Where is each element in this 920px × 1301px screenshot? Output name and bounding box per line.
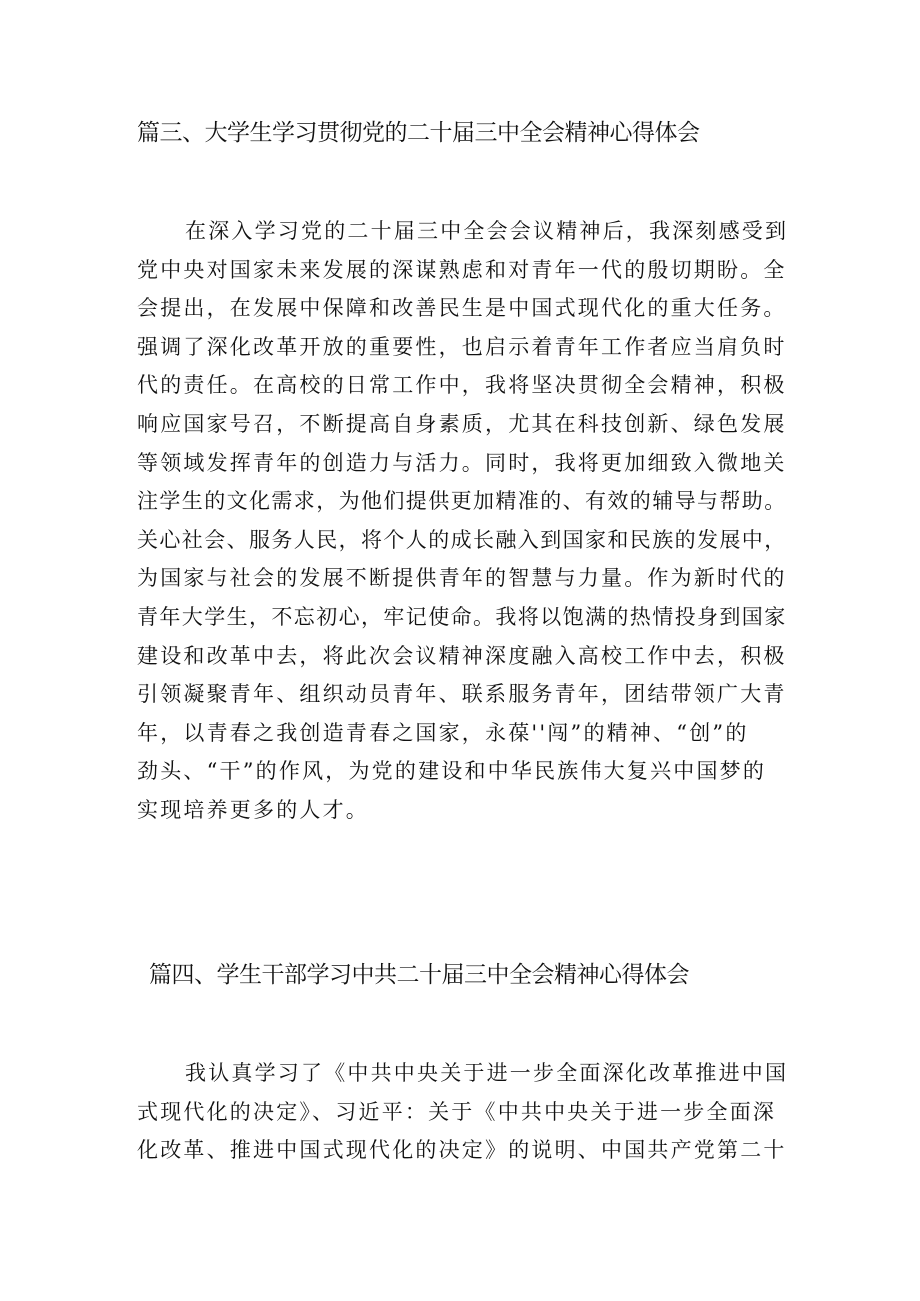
paragraph-line: 我认真学习了《中共中央关于进一步全面深化改革推进中国 [185,1061,789,1085]
paragraph-line: 劲头、“干”的作风，为党的建设和中华民族伟大复兴中国梦的 [137,759,767,784]
section-3-paragraph [137,212,787,830]
paragraph-line: 在深入学习党的二十届三中全会会议精神后，我深刻感受到 [185,219,789,243]
paragraph-line: 会提出，在发展中保障和改善民生是中国式现代化的重大任务。 [137,296,787,321]
paragraph-line: 响应国家号召，不断提高自身素质，尤其在科技创新、绿色发展 [137,411,787,436]
paragraph-line: 强调了深化改革开放的重要性，也启示着青年工作者应当肩负时 [137,334,787,359]
paragraph-line: 年，以青春之我创造青春之国家，永葆''闯”的精神、“创”的 [137,720,749,745]
section-4-paragraph [137,1054,787,1170]
paragraph-line: 青年大学生，不忘初心，牢记使命。我将以饱满的热情投身到国家 [137,604,787,629]
paragraph-line: 等领域发挥青年的创造力与活力。同时，我将更加细致入微地关 [137,450,787,475]
paragraph-line: 党中央对国家未来发展的深谋熟虑和对青年一代的殷切期盼。全 [137,257,787,282]
paragraph-line: 关心社会、服务人民，将个人的成长融入到国家和民族的发展中， [137,527,787,552]
paragraph-line: 为国家与社会的发展不断提供青年的智慧与力量。作为新时代的 [137,566,787,591]
paragraph-line: 引领凝聚青年、组织动员青年、联系服务青年，团结带领广大青 [137,682,787,707]
paragraph-line: 代的责任。在高校的日常工作中，我将坚决贯彻全会精神，积极 [137,373,787,398]
section-heading-3: 篇三、大学生学习贯彻党的二十届三中全会精神心得体会 [137,120,700,146]
paragraph-line: 化改革、推进中国式现代化的决定》的说明、中国共产党第二十 [137,1138,787,1163]
section-heading-4: 篇四、学生干部学习中共二十届三中全会精神心得体会 [149,962,689,988]
paragraph-line: 建设和改革中去，将此次会议精神深度融入高校工作中去，积极 [137,643,787,668]
paragraph-line: 式现代化的决定》、习近平：关于《中共中央关于进一步全面深 [137,1099,777,1124]
paragraph-line: 实现培养更多的人才。 [137,797,369,822]
paragraph-line: 注学生的文化需求，为他们提供更加精准的、有效的辅导与帮助。 [137,489,787,514]
